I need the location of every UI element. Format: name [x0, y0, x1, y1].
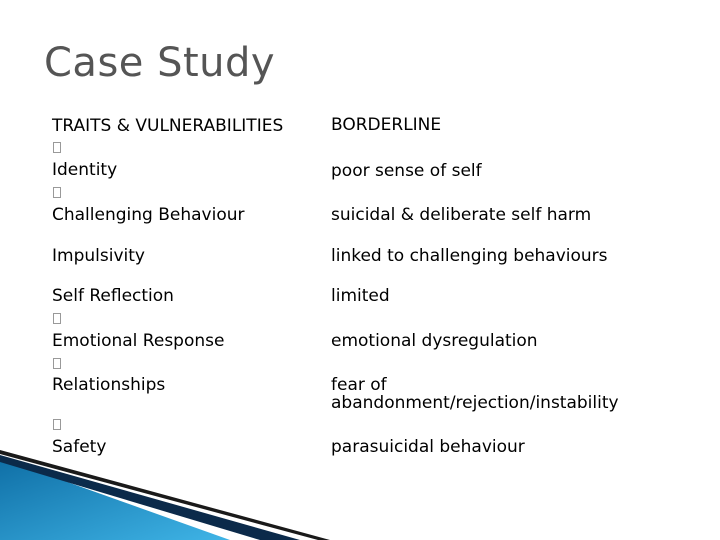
bullet-icon — [53, 358, 61, 369]
bullet-icon — [53, 313, 61, 324]
borderline-identity: poor sense of self — [331, 161, 482, 181]
trait-challenging-behaviour: Challenging Behaviour — [52, 205, 245, 225]
bullet-icon — [53, 419, 61, 430]
trait-relationships: Relationships — [52, 375, 166, 395]
corner-swoosh-decoration — [0, 450, 330, 540]
slide-title: Case Study — [44, 40, 276, 86]
borderline-self-reflection: limited — [331, 286, 390, 306]
trait-impulsivity: Impulsivity — [52, 246, 145, 266]
trait-self-reflection: Self Reflection — [52, 286, 174, 306]
borderline-safety: parasuicidal behaviour — [331, 437, 525, 457]
trait-identity: Identity — [52, 160, 118, 180]
borderline-emotional-response: emotional dysregulation — [331, 331, 538, 351]
header-traits: TRAITS & VULNERABILITIES — [52, 116, 284, 136]
borderline-impulsivity: linked to challenging behaviours — [331, 246, 608, 266]
bullet-icon — [53, 142, 61, 153]
header-borderline: BORDERLINE — [331, 115, 442, 135]
trait-safety: Safety — [52, 437, 107, 457]
trait-emotional-response: Emotional Response — [52, 331, 225, 351]
bullet-icon — [53, 187, 61, 198]
borderline-challenging-behaviour: suicidal & deliberate self harm — [331, 205, 592, 225]
borderline-relationships: fear of abandonment/rejection/instability — [331, 375, 619, 413]
